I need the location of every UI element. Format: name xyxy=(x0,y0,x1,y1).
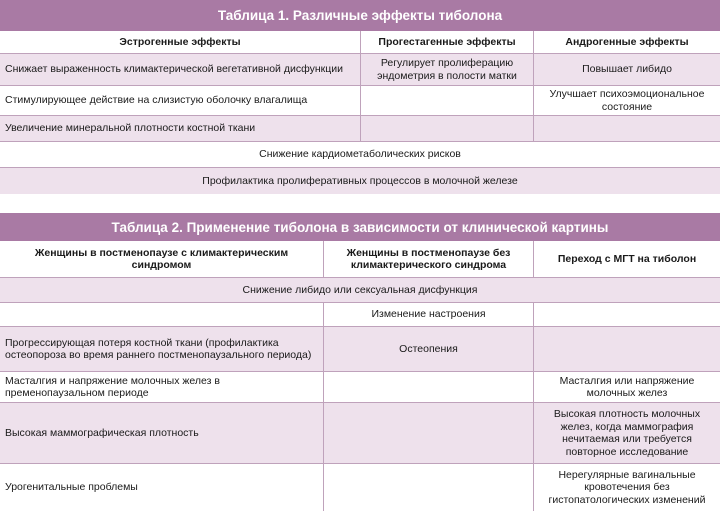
table-2-header-mgt-transition: Переход с МГТ на тиболон xyxy=(557,252,697,265)
table-row xyxy=(0,303,720,327)
table-2-cell: Изменение настроения xyxy=(324,303,534,326)
table-2-cell xyxy=(324,372,534,402)
table-2-cell: Урогенитальные проблемы xyxy=(0,464,324,511)
table-2-cell xyxy=(324,464,534,511)
table-2-span-cell: Снижение либидо или сексуальная дисфункция xyxy=(242,283,478,296)
table-1-cell xyxy=(361,116,534,141)
table-1-title: Таблица 1. Различные эффекты тиболона xyxy=(0,0,720,31)
table-1-cell: Улучшает психоэмоциональное состояние xyxy=(549,88,705,113)
table-2-header-with-syndrome: Женщины в постменопаузе с климактерическим синдромом xyxy=(0,241,324,277)
table-2-cell: Нерегулярные вагинальные кровотечения без гистопатологических изменений xyxy=(548,468,706,506)
table-row xyxy=(0,116,720,142)
table-1-header-estrogen: Эстрогенные эффекты xyxy=(0,31,361,53)
table-2-header-row xyxy=(0,241,720,278)
table-1-cell xyxy=(534,116,720,141)
table-1-span-cell: Снижение кардиометаболических рисков xyxy=(259,148,461,161)
table-2-cell xyxy=(534,327,720,371)
table-2-cell: Остеопения xyxy=(324,327,534,371)
table-1-cell xyxy=(361,86,534,115)
table-row xyxy=(0,372,720,403)
table-2-cell: Высокая маммографическая плотность xyxy=(0,403,324,463)
table-2-title: Таблица 2. Применение тиболона в зависимости от клинической картины xyxy=(0,213,720,241)
table-2-header-without-syndrome: Женщины в постменопаузе без климактерического синдрома xyxy=(324,241,534,277)
table-1-cell: Увеличение минеральной плотности костной ткани xyxy=(0,116,361,141)
table-1-header-progestagen: Прогестагенные эффекты xyxy=(361,31,534,53)
table-row xyxy=(0,142,720,168)
table-1-cell: Регулирует пролиферацию эндометрия в полости матки xyxy=(361,54,534,85)
table-2-cell xyxy=(324,403,534,463)
table-row xyxy=(0,464,720,511)
table-row xyxy=(0,86,720,116)
table-2-cell xyxy=(534,303,720,326)
table-row xyxy=(0,278,720,303)
table-1-cell: Снижает выраженность климактерической вегетативной дисфункции xyxy=(0,54,361,85)
table-2-cell xyxy=(0,303,324,326)
table-row xyxy=(0,54,720,86)
table-2 xyxy=(0,213,720,511)
table-1-header-androgen: Андрогенные эффекты xyxy=(565,35,689,48)
table-row xyxy=(0,168,720,194)
table-2-cell: Высокая плотность молочных желез, когда маммография нечитаемая или требуется повторное исследование xyxy=(553,408,701,458)
table-2-cell: Прогрессирующая потеря костной ткани (профилактика остеопороза во время раннего постменопаузального периода) xyxy=(0,327,324,371)
table-1-cell: Повышает либидо xyxy=(582,63,672,76)
table-row xyxy=(0,327,720,372)
table-1-header-row xyxy=(0,31,720,54)
table-1-cell: Стимулирующее действие на слизистую оболочку влагалища xyxy=(0,86,361,115)
table-2-cell: Масталгия или напряжение молочных желез xyxy=(559,374,695,399)
table-1-span-cell: Профилактика пролиферативных процессов в молочной железе xyxy=(202,174,518,187)
table-1 xyxy=(0,0,720,194)
table-row xyxy=(0,403,720,464)
table-2-cell: Масталгия и напряжение молочных желез в пременопаузальном периоде xyxy=(0,372,324,402)
